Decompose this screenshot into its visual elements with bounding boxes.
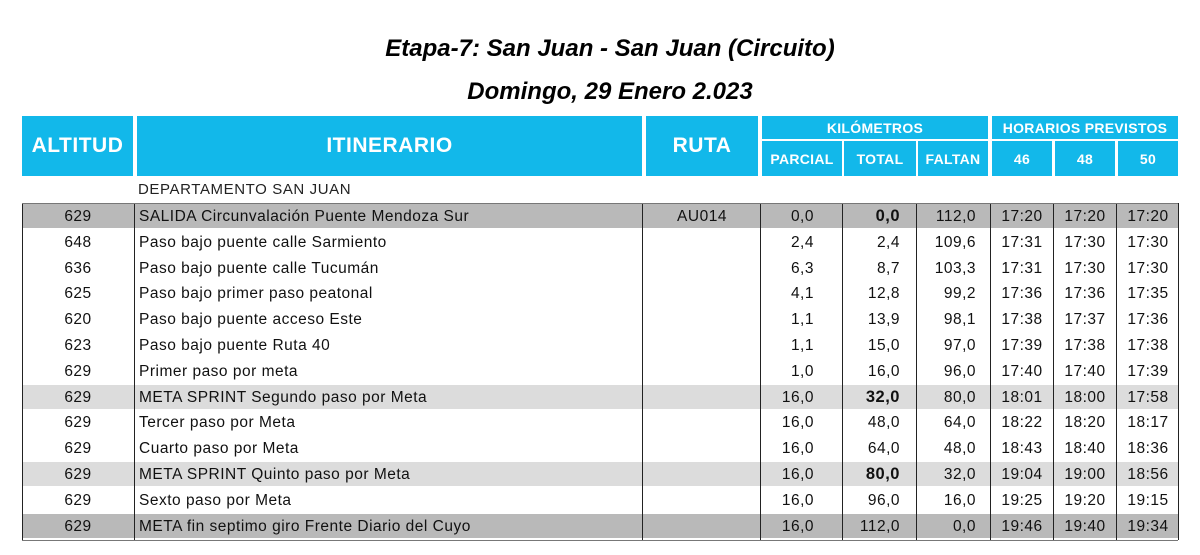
altitud-cell: 629 (64, 388, 92, 406)
ruta-cell (646, 229, 758, 255)
horario-46-cell: 17:40 (1001, 362, 1043, 380)
ruta-cell (646, 332, 758, 358)
ruta-cell: AU014 (677, 208, 727, 225)
itinerario-cell: Sexto paso por Meta (139, 491, 292, 509)
column-divider (990, 203, 991, 540)
table-row (0, 332, 1200, 358)
horario-46-cell: 18:01 (1001, 388, 1043, 406)
faltan-cell: 99,2 (943, 285, 976, 303)
parcial-cell: 1,1 (790, 311, 814, 329)
horario-46-cell: 18:43 (1001, 440, 1043, 458)
table-bottom-border (22, 540, 1178, 541)
altitud-cell: 629 (64, 517, 92, 535)
altitud-cell: 625 (64, 285, 92, 303)
horario-48-cell: 17:40 (1064, 362, 1106, 380)
horario-46-cell: 19:46 (1001, 517, 1043, 535)
parcial-cell: 16,0 (781, 440, 814, 458)
horario-50-cell: 17:39 (1127, 362, 1169, 380)
horario-46-cell: 17:36 (1001, 285, 1043, 303)
horario-50-cell: 18:17 (1127, 414, 1169, 432)
page-title: Etapa-7: San Juan - San Juan (Circuito) (385, 35, 835, 62)
table-top-border (22, 203, 1178, 204)
horario-46-cell: 17:39 (1001, 337, 1043, 354)
header-itinerario: ITINERARIO (137, 116, 642, 176)
horario-50-cell: 18:56 (1127, 466, 1169, 483)
itinerario-cell: Paso bajo puente acceso Este (139, 311, 363, 329)
total-cell: 0,0 (875, 207, 900, 225)
horario-50-cell: 17:20 (1127, 208, 1169, 225)
itinerario-cell: Paso bajo puente calle Sarmiento (139, 233, 387, 251)
column-divider (842, 203, 843, 540)
horario-48-cell: 17:36 (1064, 285, 1106, 303)
itinerario-cell: Paso bajo puente calle Tucumán (139, 259, 379, 277)
parcial-cell: 6,3 (790, 259, 814, 277)
horario-50-cell: 17:38 (1127, 337, 1169, 354)
total-cell: 96,0 (867, 491, 900, 509)
table-row (0, 255, 1200, 281)
horario-46-cell: 18:22 (1001, 414, 1043, 432)
table-row (0, 384, 1200, 410)
itinerario-cell: META SPRINT Quinto paso por Meta (139, 466, 411, 483)
total-cell: 64,0 (867, 440, 900, 458)
itinerario-cell: META SPRINT Segundo paso por Meta (139, 388, 428, 406)
faltan-cell: 98,1 (943, 311, 976, 329)
ruta-cell (646, 255, 758, 281)
total-cell: 15,0 (867, 337, 900, 354)
table-row (0, 229, 1200, 255)
parcial-cell: 1,1 (790, 337, 814, 354)
faltan-cell: 97,0 (943, 337, 976, 354)
faltan-cell: 16,0 (943, 491, 976, 509)
header-ruta: RUTA (646, 116, 758, 176)
faltan-cell: 48,0 (943, 440, 976, 458)
column-divider (134, 203, 135, 540)
altitud-cell: 648 (64, 233, 92, 251)
horario-50-cell: 19:34 (1127, 517, 1169, 535)
total-cell: 12,8 (867, 285, 900, 303)
total-cell: 48,0 (867, 414, 900, 432)
horario-50-cell: 18:36 (1127, 440, 1169, 458)
department-label: DEPARTAMENTO SAN JUAN (138, 181, 352, 198)
header-altitud: ALTITUD (22, 116, 133, 176)
horario-46-cell: 19:25 (1001, 491, 1043, 509)
total-cell: 80,0 (865, 465, 900, 483)
faltan-cell: 109,6 (934, 233, 976, 251)
parcial-cell: 16,0 (781, 491, 814, 509)
header-faltan: FALTAN (918, 141, 988, 176)
horario-48-cell: 19:20 (1064, 491, 1106, 509)
horario-48-cell: 18:00 (1064, 388, 1106, 406)
table-row (0, 435, 1200, 461)
itinerario-cell: Primer paso por meta (139, 362, 299, 380)
column-divider (1116, 203, 1117, 540)
horario-50-cell: 17:30 (1127, 259, 1169, 277)
ruta-cell (646, 358, 758, 384)
horario-48-cell: 18:20 (1064, 414, 1106, 432)
horario-50-cell: 17:58 (1127, 388, 1169, 406)
parcial-cell: 0,0 (790, 208, 814, 225)
column-divider (1178, 203, 1179, 540)
page-subtitle: Domingo, 29 Enero 2.023 (467, 78, 753, 105)
horario-46-cell: 17:38 (1001, 311, 1043, 329)
table-row (0, 461, 1200, 487)
header-h46: 46 (992, 141, 1052, 176)
header-kilometros: KILÓMETROS (762, 116, 988, 139)
altitud-cell: 636 (64, 259, 92, 277)
altitud-cell: 629 (64, 208, 92, 225)
horario-48-cell: 17:38 (1064, 337, 1106, 354)
horario-46-cell: 19:04 (1001, 466, 1043, 483)
faltan-cell: 64,0 (943, 414, 976, 432)
header-horarios: HORARIOS PREVISTOS (992, 116, 1178, 139)
ruta-cell (646, 487, 758, 513)
faltan-cell: 112,0 (935, 208, 976, 225)
itinerario-cell: Cuarto paso por Meta (139, 440, 299, 458)
ruta-cell (646, 409, 758, 435)
parcial-cell: 16,0 (781, 414, 814, 432)
altitud-cell: 629 (64, 414, 92, 432)
parcial-cell: 4,1 (790, 285, 814, 303)
table-row (0, 306, 1200, 332)
altitud-cell: 629 (64, 440, 92, 458)
horario-48-cell: 19:40 (1064, 517, 1106, 535)
faltan-cell: 32,0 (943, 466, 976, 483)
horario-50-cell: 17:35 (1127, 285, 1169, 303)
horario-48-cell: 17:30 (1064, 259, 1106, 277)
horario-46-cell: 17:31 (1001, 259, 1043, 277)
parcial-cell: 16,0 (781, 388, 814, 406)
table-row (0, 358, 1200, 384)
itinerario-cell: Paso bajo puente Ruta 40 (139, 337, 331, 354)
column-divider (916, 203, 917, 540)
column-divider (760, 203, 761, 540)
parcial-cell: 1,0 (790, 362, 814, 380)
horario-48-cell: 17:30 (1064, 233, 1106, 251)
ruta-cell (646, 280, 758, 306)
itinerario-cell: Tercer paso por Meta (139, 414, 296, 432)
ruta-cell (646, 384, 758, 410)
table-row (0, 513, 1200, 539)
total-cell: 32,0 (865, 387, 900, 406)
header-total: TOTAL (844, 141, 916, 176)
parcial-cell: 2,4 (790, 233, 814, 251)
total-cell: 13,9 (867, 311, 900, 329)
itinerario-cell: META fin septimo giro Frente Diario del Cuyo (139, 517, 471, 535)
header-parcial: PARCIAL (762, 141, 842, 176)
total-cell: 112,0 (859, 517, 900, 535)
faltan-cell: 0,0 (952, 517, 976, 535)
horario-48-cell: 17:37 (1064, 311, 1106, 329)
column-divider (1053, 203, 1054, 540)
table-row (0, 409, 1200, 435)
altitud-cell: 623 (64, 337, 92, 354)
table-row (0, 280, 1200, 306)
ruta-cell (646, 435, 758, 461)
itinerario-cell: SALIDA Circunvalación Puente Mendoza Sur (139, 208, 470, 225)
horario-50-cell: 17:30 (1127, 233, 1169, 251)
ruta-cell (646, 461, 758, 487)
total-cell: 16,0 (867, 362, 900, 380)
horario-48-cell: 19:00 (1064, 466, 1106, 483)
total-cell: 8,7 (876, 259, 900, 277)
ruta-cell (646, 513, 758, 539)
horario-50-cell: 19:15 (1127, 491, 1169, 509)
parcial-cell: 16,0 (781, 466, 814, 483)
altitud-cell: 629 (64, 362, 92, 380)
parcial-cell: 16,0 (781, 517, 814, 535)
header-h48: 48 (1055, 141, 1115, 176)
horario-46-cell: 17:20 (1001, 208, 1043, 225)
faltan-cell: 103,3 (934, 259, 976, 277)
table-left-border (22, 203, 23, 540)
header-h50: 50 (1118, 141, 1178, 176)
column-divider (642, 203, 643, 540)
table-row (0, 203, 1200, 229)
table-row (0, 487, 1200, 513)
horario-48-cell: 18:40 (1064, 440, 1106, 458)
altitud-cell: 629 (64, 466, 92, 483)
horario-46-cell: 17:31 (1001, 233, 1043, 251)
itinerario-cell: Paso bajo primer paso peatonal (139, 285, 373, 303)
horario-50-cell: 17:36 (1127, 311, 1169, 329)
faltan-cell: 80,0 (943, 388, 976, 406)
horario-48-cell: 17:20 (1064, 208, 1106, 225)
faltan-cell: 96,0 (943, 362, 976, 380)
altitud-cell: 620 (64, 311, 92, 329)
altitud-cell: 629 (64, 491, 92, 509)
total-cell: 2,4 (876, 233, 900, 251)
ruta-cell (646, 306, 758, 332)
